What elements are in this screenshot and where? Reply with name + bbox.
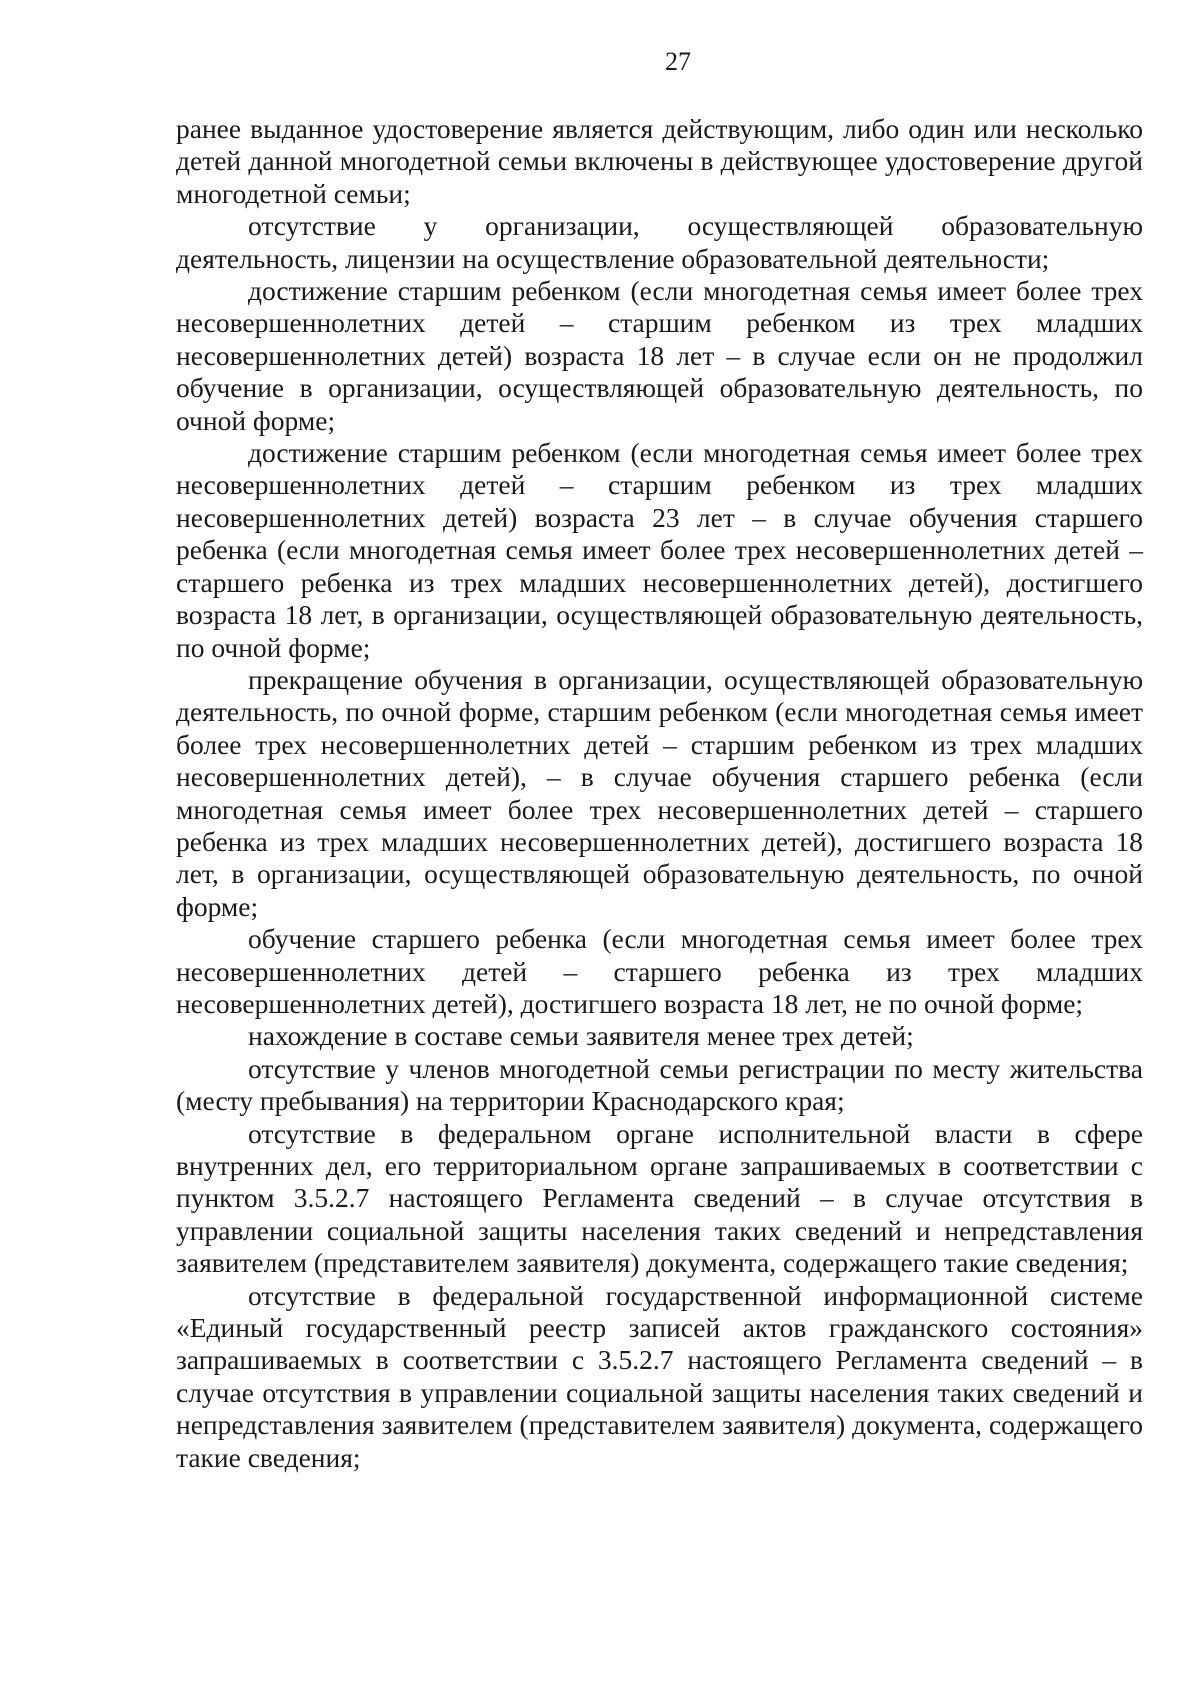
paragraph-9: отсутствие в федеральном органе исполнительной власти в сфере внутренних дел, его территориальном органе запрашиваемых в соответствии с пунктом 3.5.2.7 настоящего Регламента сведений – в случае отсутствия в управлении социальной защиты населения таких сведений и непредставления заявителем (представителем заявителя) документа, содержащего такие сведения; (176, 1117, 1143, 1279)
paragraph-3: достижение старшим ребенком (если многодетная семья имеет более трех несовершеннолетних детей – старшим ребенком из трех младших несовершеннолетних детей) возраста 18 лет – в случае если он не продолжил обучение в организации, осуществляющей образовательную деятельность, по очной форме; (176, 275, 1143, 436)
page-number: 27 (665, 47, 691, 76)
paragraph-8: отсутствие у членов многодетной семьи регистрации по месту жительства (месту пребывания) на территории Краснодарского края; (176, 1052, 1143, 1117)
paragraph-6: обучение старшего ребенка (если многодетная семья имеет более трех несовершеннолетних детей – старшего ребенка из трех младших несовершеннолетних детей), достигшего возраста 18 лет, не по очной форме; (176, 923, 1143, 1019)
paragraph-4: достижение старшим ребенком (если многодетная семья имеет более трех несовершеннолетних детей – старшим ребенком из трех младших несовершеннолетних детей) возраста 23 лет – в случае обучения старшего ребенка (если многодетная семья имеет более трех несовершеннолетних детей – старшего ребенка из трех младших несовершеннолетних детей), достигшего возраста 18 лет, в организации, осуществляющей образовательную деятельность, по очной форме; (176, 437, 1143, 663)
paragraph-2: отсутствие у организации, осуществляющей образовательную деятельность, лицензии на осуществление образовательной деятельности; (176, 210, 1143, 274)
paragraph-1: ранее выданное удостоверение является действующим, либо один или несколько детей данной многодетной семьи включены в действующее удостоверение другой многодетной семьи; (176, 113, 1143, 209)
paragraph-10: отсутствие в федеральной государственной информационной системе «Единый государственный реестр записей актов гражданского состояния» запрашиваемых в соответствии с 3.5.2.7 настоящего Регламента сведений – в случае отсутствия в управлении социальной защиты населения таких сведений и непредставления заявителем (представителем заявителя) документа, содержащего такие сведения; (176, 1279, 1143, 1473)
paragraph-7: нахождение в составе семьи заявителя менее трех детей; (248, 1020, 914, 1052)
document-body (176, 113, 1143, 1474)
paragraph-5: прекращение обучения в организации, осуществляющей образовательную деятельность, по очной форме, старшим ребенком (если многодетная семья имеет более трех несовершеннолетних детей – старшим ребенком из трех младших несовершеннолетних детей), – в случае обучения старшего ребенка (если многодетная семья имеет более трех несовершеннолетних детей – старшего ребенка из трех младших несовершеннолетних детей), достигшего возраста 18 лет, в организации, осуществляющей образовательную деятельность, по очной форме; (176, 663, 1143, 922)
